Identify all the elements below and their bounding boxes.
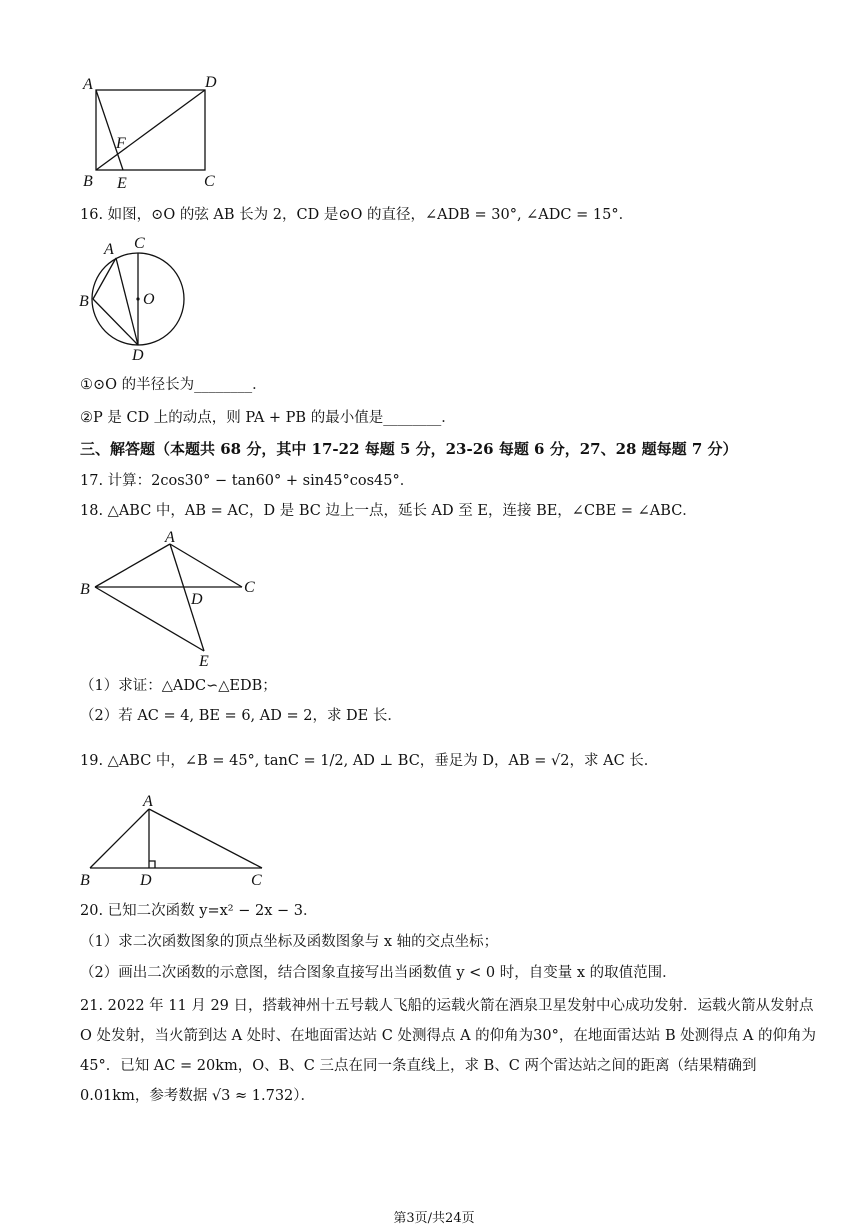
question-18-stem: 18. △ABC 中，AB = AC，D 是 BC 边上一点，延长 AD 至 E，连接 BE，∠CBE = ∠ABC． — [80, 503, 697, 519]
figure-circle-o — [76, 234, 191, 364]
label-E: E — [199, 653, 209, 670]
question-20-part-2: （2）画出二次函数的示意图，结合图象直接写出当函数值 y < 0 时，自变量 x 的取值范围． — [80, 965, 677, 981]
question-21: 21. 2022 年 11 月 29 日，搭载神州十五号载人飞船的运载火箭在酒泉卫星发射中心成功发射．运载火箭从发射点 O 处发射，当火箭到达 A 处时、在地面雷达站 C 处测得点 A 的仰角为30°，在地面雷达站 B 处测得点 A 的仰角为45°．已知 AC = 20km，O、B、C 三点在同一条直线上，求 B、C 两个雷达站之间的距离（结果精确到 0.01km，参考数据 √3 ≈ 1.732）． — [80, 998, 816, 1104]
label-A: A — [83, 76, 93, 93]
label-E: E — [117, 175, 127, 192]
question-20-part-1: （1）求二次函数图象的顶点坐标及函数图象与 x 轴的交点坐标； — [80, 934, 499, 950]
label-C: C — [134, 235, 145, 252]
label-D: D — [191, 591, 203, 608]
label-B: B — [80, 581, 90, 598]
question-16-stem: 16. 如图，⊙O 的弦 AB 长为 2，CD 是⊙O 的直径，∠ADB = 30°, ∠ADC = 15°． — [80, 207, 634, 223]
label-A: A — [143, 793, 153, 810]
label-O: O — [143, 291, 155, 308]
label-D: D — [132, 347, 144, 364]
question-18-part-1: （1）求证：△ADC∽△EDB； — [80, 678, 277, 694]
label-A: A — [104, 241, 114, 258]
figure-rectangle-abcd — [78, 70, 228, 195]
label-C: C — [251, 872, 262, 889]
question-20-stem: 20. 已知二次函数 y=x² − 2x − 3． — [80, 903, 318, 919]
question-16-part-1: ①⊙O 的半径长为________． — [80, 377, 267, 393]
section-3-heading: 三、解答题（本题共 68 分，其中 17-22 每题 5 分，23-26 每题 6 分，27、28 题每题 7 分） — [80, 440, 738, 458]
label-B: B — [80, 872, 90, 889]
label-B: B — [83, 173, 93, 190]
figure-triangle-abc-e — [76, 528, 266, 670]
question-18-part-2: （2）若 AC = 4, BE = 6, AD = 2，求 DE 长． — [80, 708, 402, 724]
question-17: 17. 计算：2cos30° − tan60° + sin45°cos45°． — [80, 473, 415, 489]
label-B: B — [79, 293, 89, 310]
label-D: D — [140, 872, 152, 889]
label-C: C — [244, 579, 255, 596]
label-C: C — [204, 173, 215, 190]
label-D: D — [205, 74, 217, 91]
question-16-part-2: ②P 是 CD 上的动点，则 PA + PB 的最小值是________． — [80, 410, 456, 426]
page-footer: 第3页/共24页 — [393, 1211, 475, 1226]
figure-right-triangle-abc — [76, 790, 276, 890]
label-A: A — [165, 529, 175, 546]
question-19-stem: 19. △ABC 中，∠B = 45°, tanC = 1/2, AD ⊥ BC，垂足为 D，AB = √2，求 AC 长． — [80, 753, 659, 769]
label-F: F — [116, 135, 126, 152]
